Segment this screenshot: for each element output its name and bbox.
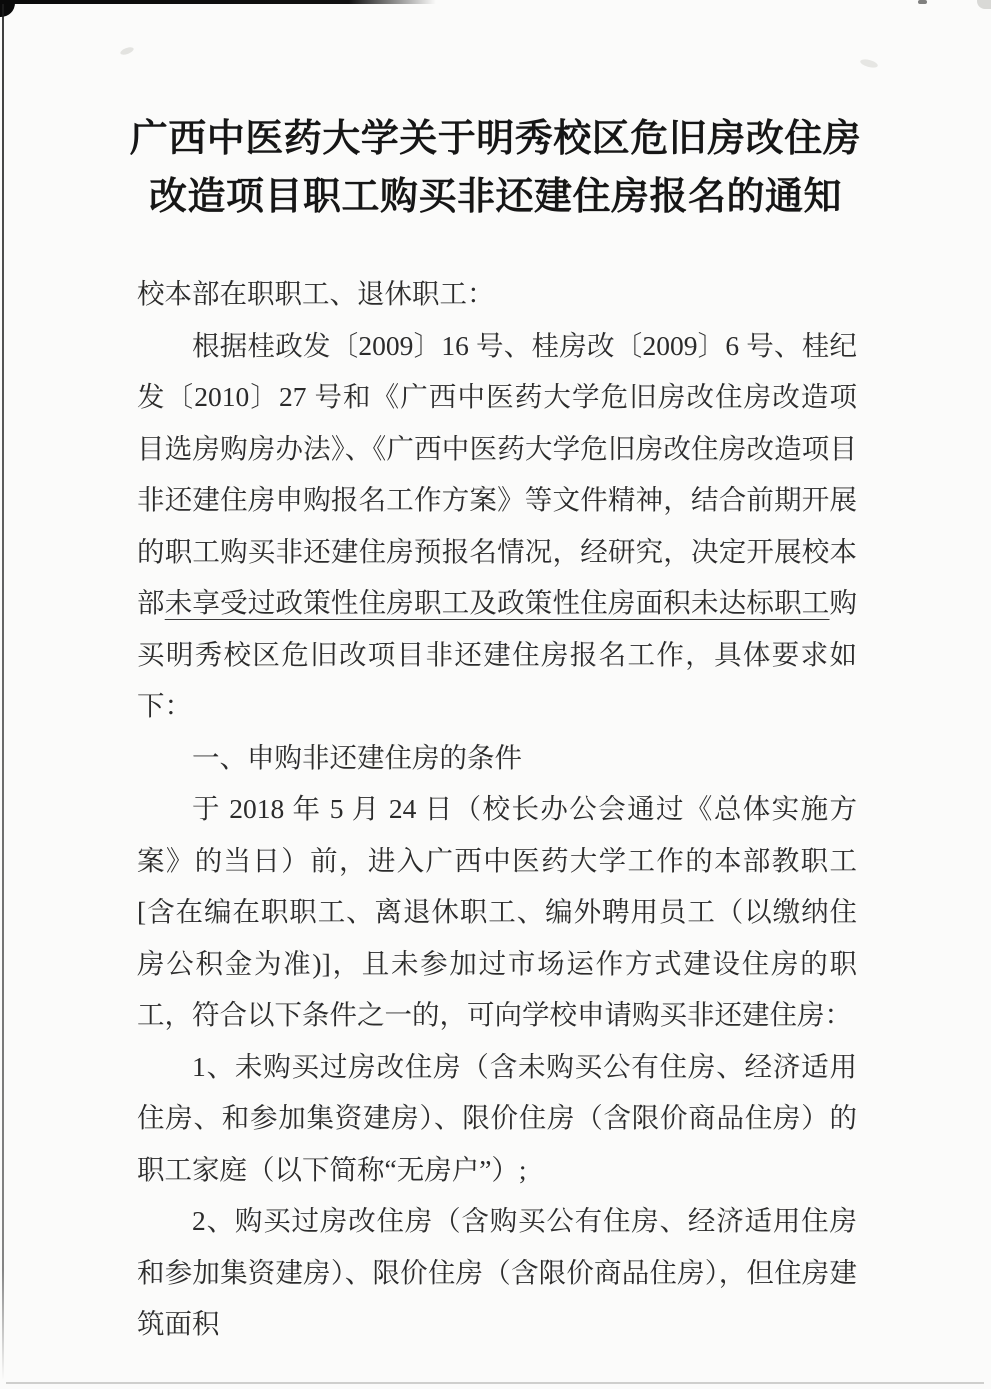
section-1-heading: 一、申购非还建住房的条件 — [192, 741, 522, 773]
scan-smudge — [977, 0, 991, 9]
notice-title — [0, 110, 991, 226]
scan-artifact-bottom-edge — [6, 1382, 984, 1384]
salutation: 校本部在职职工、退休职工： — [137, 278, 495, 309]
notice-title-line1: 广西中医药大学关于明秀校区危旧房改住房 — [129, 118, 862, 160]
scan-smudge — [859, 58, 878, 69]
paragraph-policy-basis — [137, 320, 857, 732]
scan-speck — [918, 0, 927, 4]
basis-underlined-text: 未享受过政策性住房职工及政策性住房面积未达标职工 — [164, 587, 830, 618]
scan-artifact-top-edge — [0, 0, 436, 4]
paragraph-eligibility: 于 2018 年 5 月 24 日（校长办公会通过《总体实施方案》的当日）前，进入广西中医药大学工作的本部教职工[含在编在职职工、离退休职工、编外聘用员工（以缴纳住房公积金为准)]，且未参加过市场运作方式建设住房的职工，符合以下条件之一的，可向学校申请购买非还建住房： — [137, 793, 857, 1030]
basis-text-before-underline: 根据桂政发〔2009〕16 号、桂房改〔2009〕6 号、桂纪发〔2010〕27 号和《广西中医药大学危旧房改住房改造项目选房购房办法》、《广西中医药大学危旧房改住房改造项目非还建住房申购报名工作方案》等文件精神，结合前期开展的职工购买非还建住房预报名情况，经研究，决定开展校本部 — [137, 329, 857, 618]
scan-artifact-top-left-corner — [0, 0, 15, 17]
scan-smudge — [119, 46, 134, 56]
basis-text-after-underline: 购买明秀校区危旧改项目非还建住房报名工作，具体要求如下： — [137, 587, 858, 721]
notice-title-line2: 改造项目职工购买非还建住房报名的通知 — [148, 176, 842, 218]
condition-item-2: 2、购买过房改住房（含购买公有住房、经济适用住房和参加集资建房）、限价住房（含限价商品住房），但住房建筑面积 — [137, 1205, 857, 1339]
notice-body — [137, 268, 857, 1350]
condition-item-1: 1、未购买过房改住房（含未购买公有住房、经济适用住房、和参加集资建房）、限价住房（含限价商品住房）的职工家庭（以下简称“无房户”）; — [137, 1050, 857, 1185]
